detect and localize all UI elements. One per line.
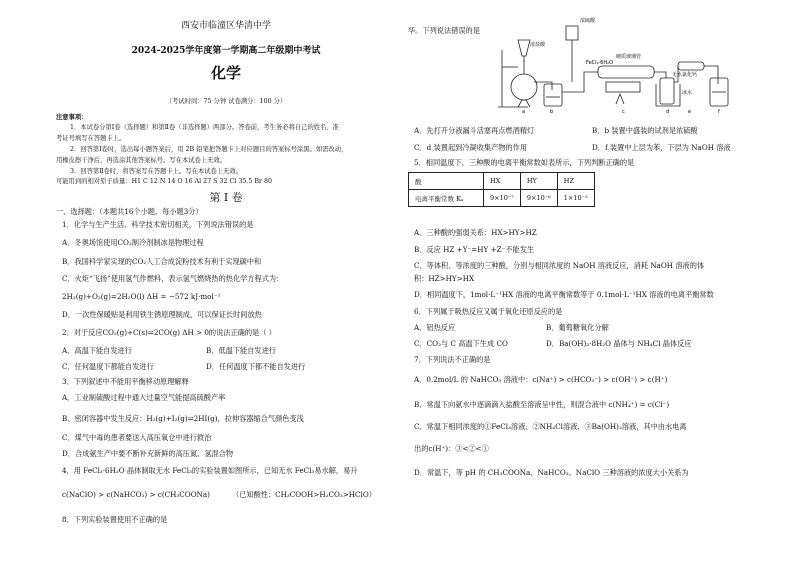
notice-line: 考证号填写在答题卡上。 xyxy=(56,135,126,142)
notice-line: 2．回答第Ⅰ卷时，选出每小题答案后，用 2B 铅笔把答题卡上对应题目的答案标号涂黑。如需改动， xyxy=(70,146,348,153)
exam-info: （考试时间：75 分钟 试卷满分：100 分） xyxy=(165,98,287,105)
option-7b: B．常温下向氨水中逐滴滴入盐酸至溶液呈中性，则混合液中 c(NH₄⁺) = c(Cl⁻) xyxy=(414,400,670,409)
option-2d: D．任何温度下都不能自发进行 xyxy=(206,362,306,371)
option-1a: A．冬奥场馆使用CO₂制冷剂制冰是物理过程 xyxy=(62,238,204,247)
label-glass-tube: 硬质玻璃管 xyxy=(616,54,642,60)
subject-title: 化学 xyxy=(210,64,241,82)
notice-line: 用橡皮擦干净后，再选涂其他答案标号。写在本试卷上无效。 xyxy=(56,157,227,164)
table-header-hz: HZ xyxy=(557,173,594,190)
option-3a: A．工业制硫酸过程中通入过量空气能提高硫酸产率 xyxy=(62,393,226,402)
label-cacl2: 无水氯化钙 xyxy=(672,72,698,78)
option-3c: C．煤气中毒的患者要送入高压氧仓中进行救治 xyxy=(62,433,212,442)
table-header-acid: 酸 xyxy=(409,173,484,190)
option-3d: D．合成氨生产中要不断补充新鲜的高压氮、氢混合物 xyxy=(62,449,234,458)
option-6b: B．葡萄糖氧化分解 xyxy=(546,323,609,332)
option-2a: A．高温下能自发进行 xyxy=(62,346,132,355)
question-3: 3．下列叙述中不能用平衡移动原理解释 xyxy=(62,377,189,386)
question-4-continued: 华。下列说法错误的是 xyxy=(408,26,480,35)
question-5: 5．相同温度下，三种酸的电离平衡常数如表所示，下列判断正确的是 xyxy=(414,158,635,167)
label-ice-water: 冰水 xyxy=(682,90,693,96)
option-6a: A．铝热反应 xyxy=(414,323,456,332)
option-4b: B．b 装置中盛装的试剂是浓硫酸 xyxy=(592,126,698,135)
label-conc-hcl: 浓盐酸 xyxy=(530,42,546,48)
option-7c-cont: 出的c(H⁺)：③<②<① xyxy=(414,444,489,453)
table-cell-hx: 9×10⁻⁷ xyxy=(484,190,521,207)
option-7a: A．0.2mol/L 的 NaHCO₃ 溶液中：c(Na⁺) > c(HCO₃⁻) > c(OH⁻) > c(H⁺) xyxy=(414,375,668,384)
label-f: f xyxy=(718,109,720,114)
acidity-note: （已知酸性：CH₃COOH>H₂CO₃>HClO） xyxy=(232,490,376,499)
option-1b: B．我国科学家实现的CO₂人工合成淀粉技术有利于实现碳中和 xyxy=(62,257,262,266)
question-6: 6．下列属于吸热反应又属于氧化还原反应的是 xyxy=(414,307,563,316)
option-6c: C．CO₂与 C 高温下生成 CO xyxy=(414,339,508,348)
option-7c: C．常温下相同浓度的①FeCl₃溶液、②NH₄Cl溶液、③Ba(OH)₂溶液，其中由水电离 xyxy=(414,422,687,431)
question-2: 2．对于反应CO₂(g)+C(s)⇌2CO(g) ΔH > 0的说法正确的是（ ） xyxy=(62,328,276,337)
option-5c-cont: 积：HZ>HY>HX xyxy=(414,274,475,283)
option-6d: D．Ba(OH)₂·8H₂O 晶体与 NH₄Cl 晶体反应 xyxy=(546,339,692,348)
question-7: 7．下列说法不正确的是 xyxy=(414,355,491,364)
school-name: 西安市临潼区华清中学 xyxy=(180,21,271,31)
option-4a: A．先打开分液漏斗活塞再点燃酒精灯 xyxy=(414,126,535,135)
label-c: c xyxy=(622,109,625,114)
label-d: d xyxy=(666,109,670,114)
notice-line: 可能用到的相对原子质量：H1 C 12 N 14 O 16 Al 27 S 32 Cl 35.5 Br 80 xyxy=(56,178,273,185)
option-2b: B．低温下能自发进行 xyxy=(206,346,276,355)
table-cell-hy: 9×10⁻⁶ xyxy=(520,190,557,207)
label-e: e xyxy=(688,109,692,114)
question-4: 4．用 FeCl₃·6H₂O 晶体制取无水 FeCl₃的实验装置如图所示，已知无水 FeCl₃易水解，易升 xyxy=(62,466,358,475)
table-row-label: 电离平衡常数 Kₐ xyxy=(409,190,484,207)
question-1: 1．化学与生产生活、科学技术密切相关，下列说法错误的是 xyxy=(62,220,254,229)
option-5c: C．等体积、等浓度的三种酸，分别与相同浓度的 NaOH 溶液反应，消耗 NaOH 溶液的体 xyxy=(414,261,705,270)
option-5a: A．三种酸的强弱关系：HX>HY>HZ xyxy=(414,228,537,237)
label-fecl3: FeCl₃·6H₂O xyxy=(586,60,614,66)
option-5d: D．相同温度下，1mol·L⁻¹HX 溶液的电离平衡常数等于 0.1mol·L⁻¹HX 溶液的电离平衡常数 xyxy=(414,290,714,299)
option-5b: B．反应 HZ +Y⁻=HY +Z⁻不能发生 xyxy=(414,245,535,254)
label-conc-sulfuric: 浓硫酸 xyxy=(580,18,596,24)
option-2c: C．任何温度下都能自发进行 xyxy=(62,362,154,371)
section-heading: 一、选择题：（本题共16个小题，每小题3分） xyxy=(56,207,203,216)
option-4d: D．f 装置中上层为苯，下层为 NaOH 溶液 xyxy=(592,143,731,152)
fecl3-apparatus-diagram xyxy=(488,12,738,114)
option-4c: C．d 装置起到冷凝收集产物的作用 xyxy=(414,143,528,152)
section-title: 第 Ⅰ 卷 xyxy=(209,191,243,204)
table-header-hx: HX xyxy=(484,173,521,190)
notice-title: 注意事项： xyxy=(56,114,88,121)
notice-line: 3．回答第Ⅱ卷时，将答案写在答题卡上。写在本试卷上无效。 xyxy=(70,168,243,175)
notice-line: 1．本试卷分第Ⅰ卷（选择题）和第Ⅱ卷（非选择题）两部分。答卷前，考生务必将自己的姓名、准 xyxy=(70,124,339,131)
question-8: 8．下列实验装置使用不正确的是 xyxy=(62,515,168,524)
table-cell-hz: 1×10⁻² xyxy=(557,190,594,207)
label-b: b xyxy=(550,109,554,114)
concentration-relation: c(NaClO) > c(NaHCO₃) > c(CH₃COONa) xyxy=(62,490,210,499)
option-1d: D．一次性保暖贴是利用铁生锈原理制成，可以保证长时间放热 xyxy=(62,310,262,319)
equation-1c: 2H₂(g)+O₂(g)=2H₂O(l) ΔH = −572 kJ·mol⁻¹ xyxy=(62,292,221,301)
label-a: a xyxy=(522,109,526,114)
table-header-hy: HY xyxy=(520,173,557,190)
exam-title: 2024-2025学年度第一学期高二年级期中考试 xyxy=(131,46,321,56)
option-3b: B．密闭容器中发生反应：H₂(g)+I₂(g)⇌2HI(g)，拉伸容器缩合气颜色变浅 xyxy=(62,414,304,423)
option-1c: C．火炬“飞扬”使用氢气作燃料，表示氢气燃烧热的热化学方程式为： xyxy=(62,274,284,283)
acid-constant-table xyxy=(408,172,595,207)
option-7d: D．常温下，等 pH 的 CH₃COONa、NaHCO₃、NaClO 三种溶液的浓度大小关系为 xyxy=(414,468,689,477)
